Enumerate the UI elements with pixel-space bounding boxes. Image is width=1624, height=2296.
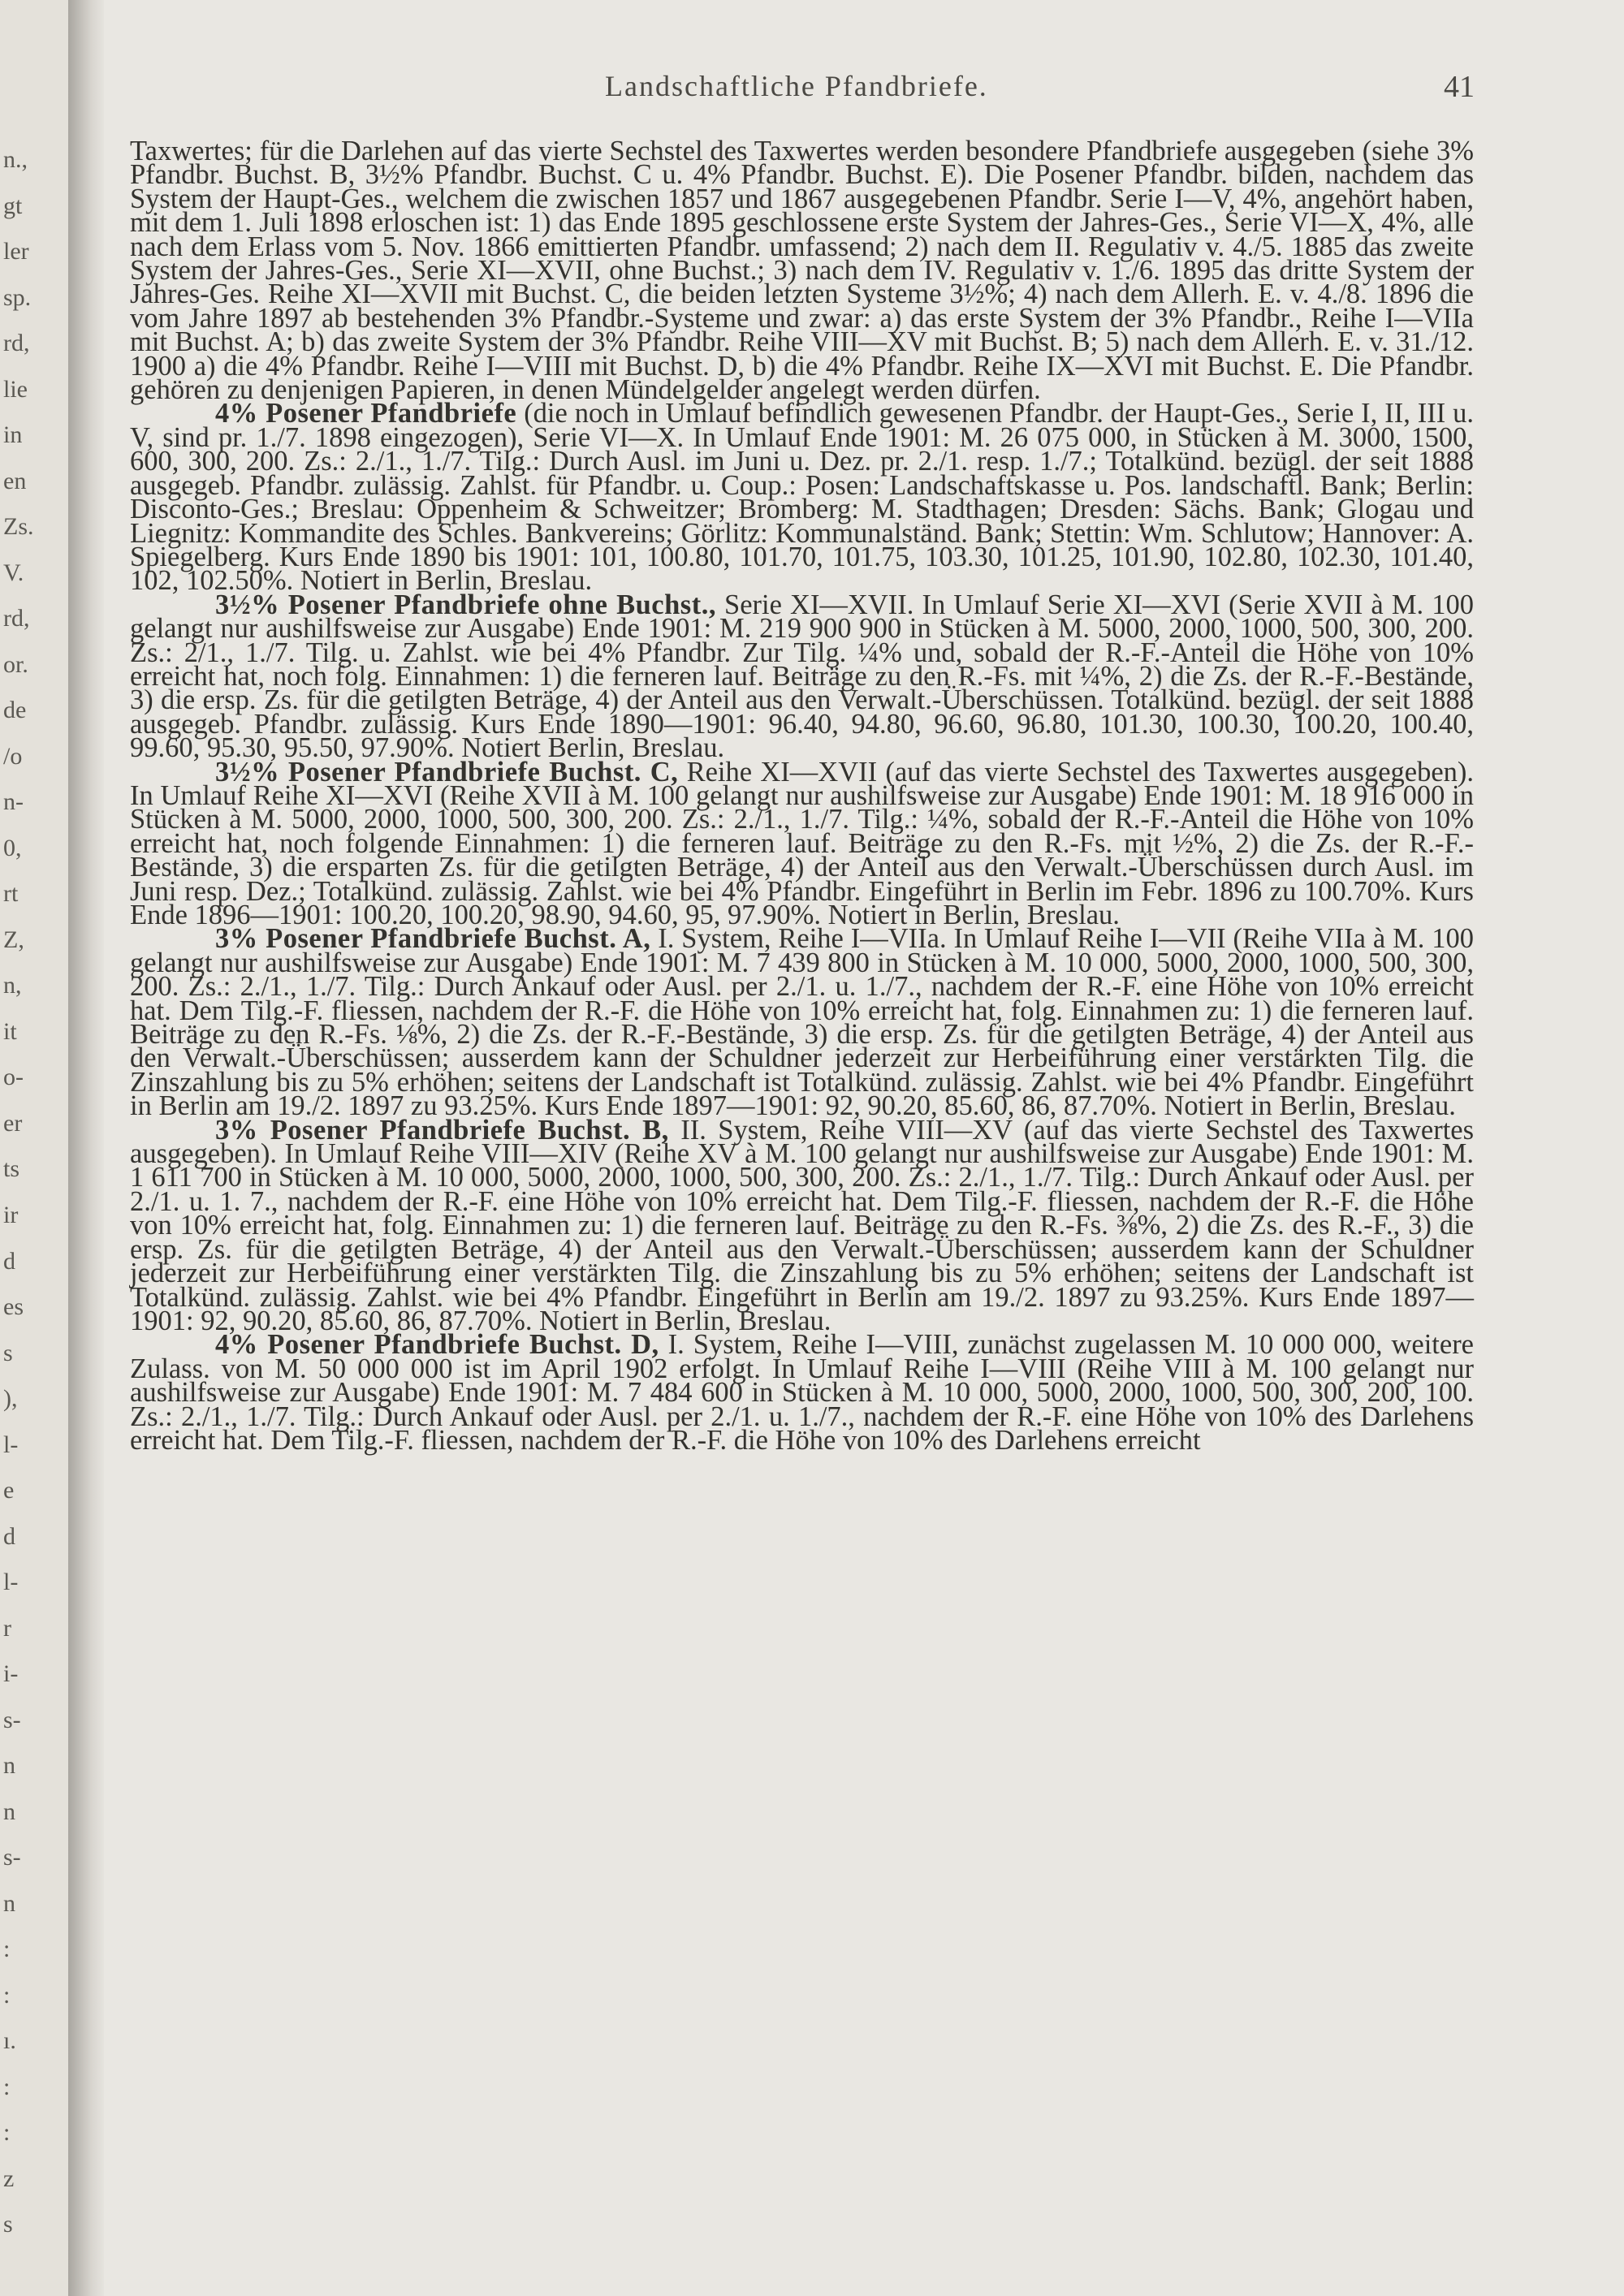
paragraph-text: I. System, Reihe I—VIII, zunächst zugelassen M. 10 000 000, weitere Zulass. von M. 50 000 000 ist im April 1902 erfolgt. In Umlauf Reihe I—VIII (Reihe VIII à M. 100 gelangt nur aushilfsweise zur Ausgabe) Ende 1901: M. 7 484 600 in Stücken à M. 10 000, 5000, 2000, 1000, 500, 300, 200, 100. Zs.: 2./1., 1./7. Tilg.: Durch Ankauf oder Ausl. per 2./1. u. 1./7., nachdem der R.-F. eine Höhe von 10% des Darlehens erreicht hat. Dem Tilg.-F. fliessen, nachdem der R.-F. die Höhe von 10% des Darlehens erreicht — [130, 1329, 1474, 1456]
prev-page-fragment: Z, — [3, 926, 24, 953]
prev-page-fragment: l- — [3, 1431, 19, 1458]
prev-page-fragment: lie — [3, 375, 28, 403]
paragraph-4pct-d — [130, 1329, 1474, 1456]
prev-page-fragment: l- — [3, 1569, 19, 1596]
running-head: Landschaftliche Pfandbriefe. — [605, 70, 988, 102]
prev-page-fragment: or. — [3, 650, 28, 678]
prev-page-fragment: V. — [3, 559, 24, 586]
prev-page-fragment: rt — [3, 880, 19, 908]
prev-page-fragment: : — [3, 2073, 11, 2100]
paragraph-3pct-a — [130, 923, 1475, 1122]
paragraph-heading: 3% Posener Pfandbriefe Buchst. B, — [215, 1114, 669, 1146]
prev-page-fragment: n — [3, 1752, 15, 1780]
prev-page-fragment: n- — [3, 788, 24, 816]
prev-page-fragment: Zs. — [3, 513, 34, 541]
book-spine — [68, 0, 107, 2296]
prev-page-fragment: : — [3, 1936, 11, 1963]
prev-page-fragment: ı. — [3, 2027, 16, 2055]
paragraph-text: (die noch in Umlauf befindlich gewesenen Pfandbr. der Haupt-Ges., Serie I, II, III u. V, sind pr. 1./7. 1898 eingezogen), Serie VI—X. In Umlauf Ende 1901: M. 26 075 000, in Stücken à M. 3000, 1500, 600, 300, 200. Zs.: 2./1., 1./7. Tilg.: Durch Ausl. im Juni u. Dez. pr. 2./1. resp. 1./7.; Totalkünd. bezügl. der seit 1888 ausgegeb. Pfandbr. zulässig. Zahlst. für Pfandbr. u. Coup.: Posen: Landschaftskasse u. Pos. landschaftl. Bank; Berlin: Disconto-Ges.; Breslau: Oppenheim & Schweitzer; Bromberg: M. Stadthagen; Dresden: Sächs. Bank; Glogau und Liegnitz: Kommandite des Schles. Bankvereins; Görlitz: Kommunalständ. Bank; Stettin: Wm. Schlutow; Hannover: A. Spiegelberg. Kurs Ende 1890 bis 1901: 101, 100.80, 101.70, 101.75, 103.30, 101.25, 101.90, 102.80, 102.30, 101.40, 102, 102.50%. Notiert in Berlin, Breslau. — [130, 398, 1475, 597]
prev-page-fragment: n, — [3, 972, 22, 999]
prev-page-fragment: s- — [3, 1706, 21, 1733]
prev-page-fragment: s — [3, 1339, 13, 1366]
prev-page-fragment: n — [3, 1798, 15, 1825]
paragraph-3pct-b — [130, 1114, 1475, 1336]
prev-page-fragment: ), — [3, 1385, 18, 1413]
prev-page-fragment: n., — [3, 146, 28, 173]
prev-page-fragment: 0, — [3, 834, 22, 861]
prev-page-fragment: s- — [3, 1844, 21, 1871]
prev-page-fragment: in — [3, 421, 23, 449]
prev-page-fragment: rd, — [3, 330, 30, 357]
prev-page-fragment: en — [3, 467, 27, 494]
prev-page-fragment: ir — [3, 1202, 19, 1228]
paragraph-3half-ohne — [130, 589, 1474, 764]
prev-page-fragment: er — [3, 1109, 23, 1137]
prev-page-fragment: ler — [3, 238, 29, 265]
prev-page-fragment: ts — [3, 1155, 20, 1183]
prev-page-fragment: : — [3, 1981, 11, 2009]
paragraph-heading: 4% Posener Pfandbriefe — [215, 398, 517, 429]
prev-page-fragment: gt — [3, 192, 23, 219]
prev-page-fragment: i- — [3, 1660, 19, 1688]
prev-page-fragment: es — [3, 1293, 24, 1321]
paragraph-text: I. System, Reihe I—VIIa. In Umlauf Reihe I—VII (Reihe VIIa à M. 100 gelangt nur aushilfsweise zur Ausgabe) Ende 1901: M. 7 439 800 in Stücken à M. 10 000, 5000, 2000, 1000, 500, 300, 200. Zs.: 2./1., 1./7. Tilg.: Durch Ankauf oder Ausl. per 2./1. u. 1./7., nachdem der R.-F. eine Höhe von 10% erreicht hat. Dem Tilg.-F. fliessen, nachdem der R.-F. die Höhe von 10% erreicht hat, folg. Einnahmen zu: 1) die ferneren lauf. Beiträge zu den R.-Fs. ⅛%, 2) die Zs. der R.-F.-Bestände, 3) die ersp. Zs. für die getilgten Beträge, 4) der Anteil aus den Verwalt.-Überschüssen; ausserdem kann der Schuldner jederzeit zur Herbeiführung einer verstärkten Tilg. die Zinszahlung bis zu 5% erhöhen; seitens der Landschaft ist Totalkünd. zulässig. Zahlst. wie bei 4% Pfandbr. Eingeführt in Berlin am 19./2. 1897 zu 93.25%. Kurs Ende 1897—1901: 92, 90.20, 85.60, 86, 87.70%. Notiert in Berlin, Breslau. — [130, 923, 1475, 1122]
paragraph-text: II. System, Reihe VIII—XV (auf das vierte Sechstel des Taxwertes ausgegeben). In Umlauf Reihe VIII—XIV (Reihe XV à M. 100 gelangt nur aushilfsweise zur Ausgabe) Ende 1901: M. 1 611 700 in Stücken à M. 10 000, 5000, 2000, 1000, 500, 300, 200. Zs.: 2./1., 1./7. Tilg.: Durch Ankauf oder Ausl. per 2./1. u. 1. 7., nachdem der R.-F. eine Höhe von 10% erreicht hat. Dem Tilg.-F. fliessen, nachdem der R.-F. die Höhe von 10% erreicht hat, folg. Einnahmen zu: 1) die ferneren lauf. Beiträge zu den R.-Fs. ⅜%, 2) die Zs. des R.-F., 3) die ersp. Zs. für die getilgten Beträge, 4) der Anteil aus den Verwalt.-Überschüssen; ausserdem kann der Schuldner jederzeit zur Herbeiführung einer verstärkten Tilg. die Zinszahlung bis zu 5% erhöhen; seitens der Landschaft ist Totalkünd. zulässig. Zahlst. wie bei 4% Pfandbr. Eingeführt in Berlin am 19./2. 1897 zu 93.25%. Kurs Ende 1897—1901: 92, 90.20, 85.60, 86, 87.70%. Notiert in Berlin, Breslau. — [130, 1114, 1475, 1336]
prev-page-fragment: rd, — [3, 605, 30, 632]
paragraph-heading: 3½% Posener Pfandbriefe Buchst. C, — [215, 756, 679, 788]
prev-page-fragment: s — [3, 2211, 13, 2238]
prev-page-fragment: r — [3, 1614, 11, 1642]
previous-page-edge — [0, 0, 68, 2296]
page-number: 41 — [1444, 70, 1475, 104]
prev-page-fragment: n — [3, 1889, 15, 1917]
paragraph-text: Reihe XI—XVII (auf das vierte Sechstel des Taxwertes ausgegeben). In Umlauf Reihe XI—XVI (Reihe XVII à M. 100 gelangt nur aushilfsweise zur Ausgabe) Ende 1901: M. 18 916 000 in Stücken à M. 5000, 2000, 1000, 500, 300, 200. Zs.: 2./1., 1./7. Tilg.: ¼%, sobald der R.-F.-Anteil die Höhe von 10% erreicht hat, noch folgende Einnahmen: 1) die ferneren lauf. Beiträge zu den R.-Fs. mit ½%, 2) die Zs. der R.-F.-Bestände, 3) die ersparten Zs. für die getilgten Beträge, 4) der Anteil aus den Verwalt.-Überschüssen durch Ausl. im Juni resp. Dez.; Totalkünd. zulässig. Zahlst. wie bei 4% Pfandbr. Eingeführt in Berlin im Febr. 1896 zu 100.70%. Kurs Ende 1896—1901: 100.20, 100.20, 98.90, 94.60, 95, 97.90%. Notiert in Berlin, Breslau. — [130, 756, 1474, 930]
prev-page-fragment: it — [3, 1017, 17, 1045]
paragraph-text: Serie XI—XVII. In Umlauf Serie XI—XVI (Serie XVII à M. 100 gelangt nur aushilfsweise zur Ausgabe) Ende 1901: M. 219 900 900 in Stücken à M. 5000, 2000, 1000, 500, 300, 200. Zs.: 2/1., 1./7. Tilg. u. Zahlst. wie bei 4% Pfandbr. Zur Tilg. ¼% und, sobald der R.-F.-Anteil die Höhe von 10% erreicht hat, noch folg. Einnahmen: 1) die ferneren lauf. Beiträge zu den R.-Fs. mit ¼%, 2) die Zs. der R.-F.-Bestände, 3) die ersp. Zs. für die getilgten Beträge, 4) der Anteil aus den Verwalt.-Überschüssen. Totalkünd. bezügl. der seit 1888 ausgegeb. Pfandbr. zulässig. Kurs Ende 1890—1901: 96.40, 94.80, 96.60, 96.80, 101.30, 100.30, 100.20, 100.40, 99.60, 95.30, 95.50, 97.90%. Notiert Berlin, Breslau. — [130, 589, 1474, 764]
paragraph-text: Taxwertes; für die Darlehen auf das vierte Sechstel des Taxwertes werden besondere Pfandbriefe ausgegeben (siehe 3% Pfandbr. Buchst. B, 3½% Pfandbr. Buchst. C u. 4% Pfandbr. Buchst. E). Die Posener Pfandbr. bilden, nachdem das System der Haupt-Ges., welchem die zwischen 1857 und 1867 ausgegebenen Pfandbr. Serie I—V, 4%, angehört haben, mit dem 1. Juli 1898 erloschen ist: 1) das Ende 1895 geschlossene erste System der Jahres-Ges., Serie VI—X, 4%, alle nach dem Erlass vom 5. Nov. 1866 emittierten Pfandbr. umfassend; 2) nach dem II. Regulativ v. 4./5. 1885 das zweite System der Jahres-Ges., Serie XI—XVII, ohne Buchst.; 3) nach dem IV. Regulativ v. 1./6. 1895 das dritte System der Jahres-Ges. Reihe XI—XVII mit Buchst. C, die beiden letzten Systeme 3½%; 4) nach dem Allerh. E. v. 4./8. 1896 die vom Jahre 1897 ab bestehenden 3% Pfandbr.-Systeme und zwar: a) das erste System der 3% Pfandbr., Reihe I—VIIa mit Buchst. A; b) das zweite System der 3% Pfandbr. Reihe VIII—XV mit Buchst. B; 5) nach dem Allerh. E. v. 31./12. 1900 a) die 4% Pfandbr. Reihe I—VIII mit Buchst. D, b) die 4% Pfandbr. Reihe IX—XVI mit Buchst. E. Die Pfandbr. gehören zu denjenigen Papieren, in denen Mündelgelder angelegt werden dürfen. — [130, 136, 1474, 406]
prev-page-fragment: o- — [3, 1064, 24, 1091]
prev-page-fragment: de — [3, 697, 27, 724]
prev-page-fragment: sp. — [3, 283, 32, 311]
prev-page-fragment: d — [3, 1247, 15, 1275]
prev-page-fragment: z — [3, 2164, 15, 2192]
paragraph-heading: 3% Posener Pfandbriefe Buchst. A, — [215, 923, 651, 955]
paragraph-3half-c — [130, 756, 1474, 930]
paragraph-intro — [130, 136, 1474, 406]
paragraph-4pct — [130, 398, 1475, 597]
prev-page-fragment: : — [3, 2119, 11, 2147]
prev-page-fragment: d — [3, 1522, 15, 1550]
prev-page-fragment: /o — [3, 742, 23, 770]
paragraph-heading: 3½% Posener Pfandbriefe ohne Buchst., — [215, 589, 716, 620]
prev-page-fragment: e — [3, 1477, 15, 1504]
body-text — [130, 136, 1475, 1456]
paragraph-heading: 4% Posener Pfandbriefe Buchst. D, — [215, 1329, 659, 1361]
